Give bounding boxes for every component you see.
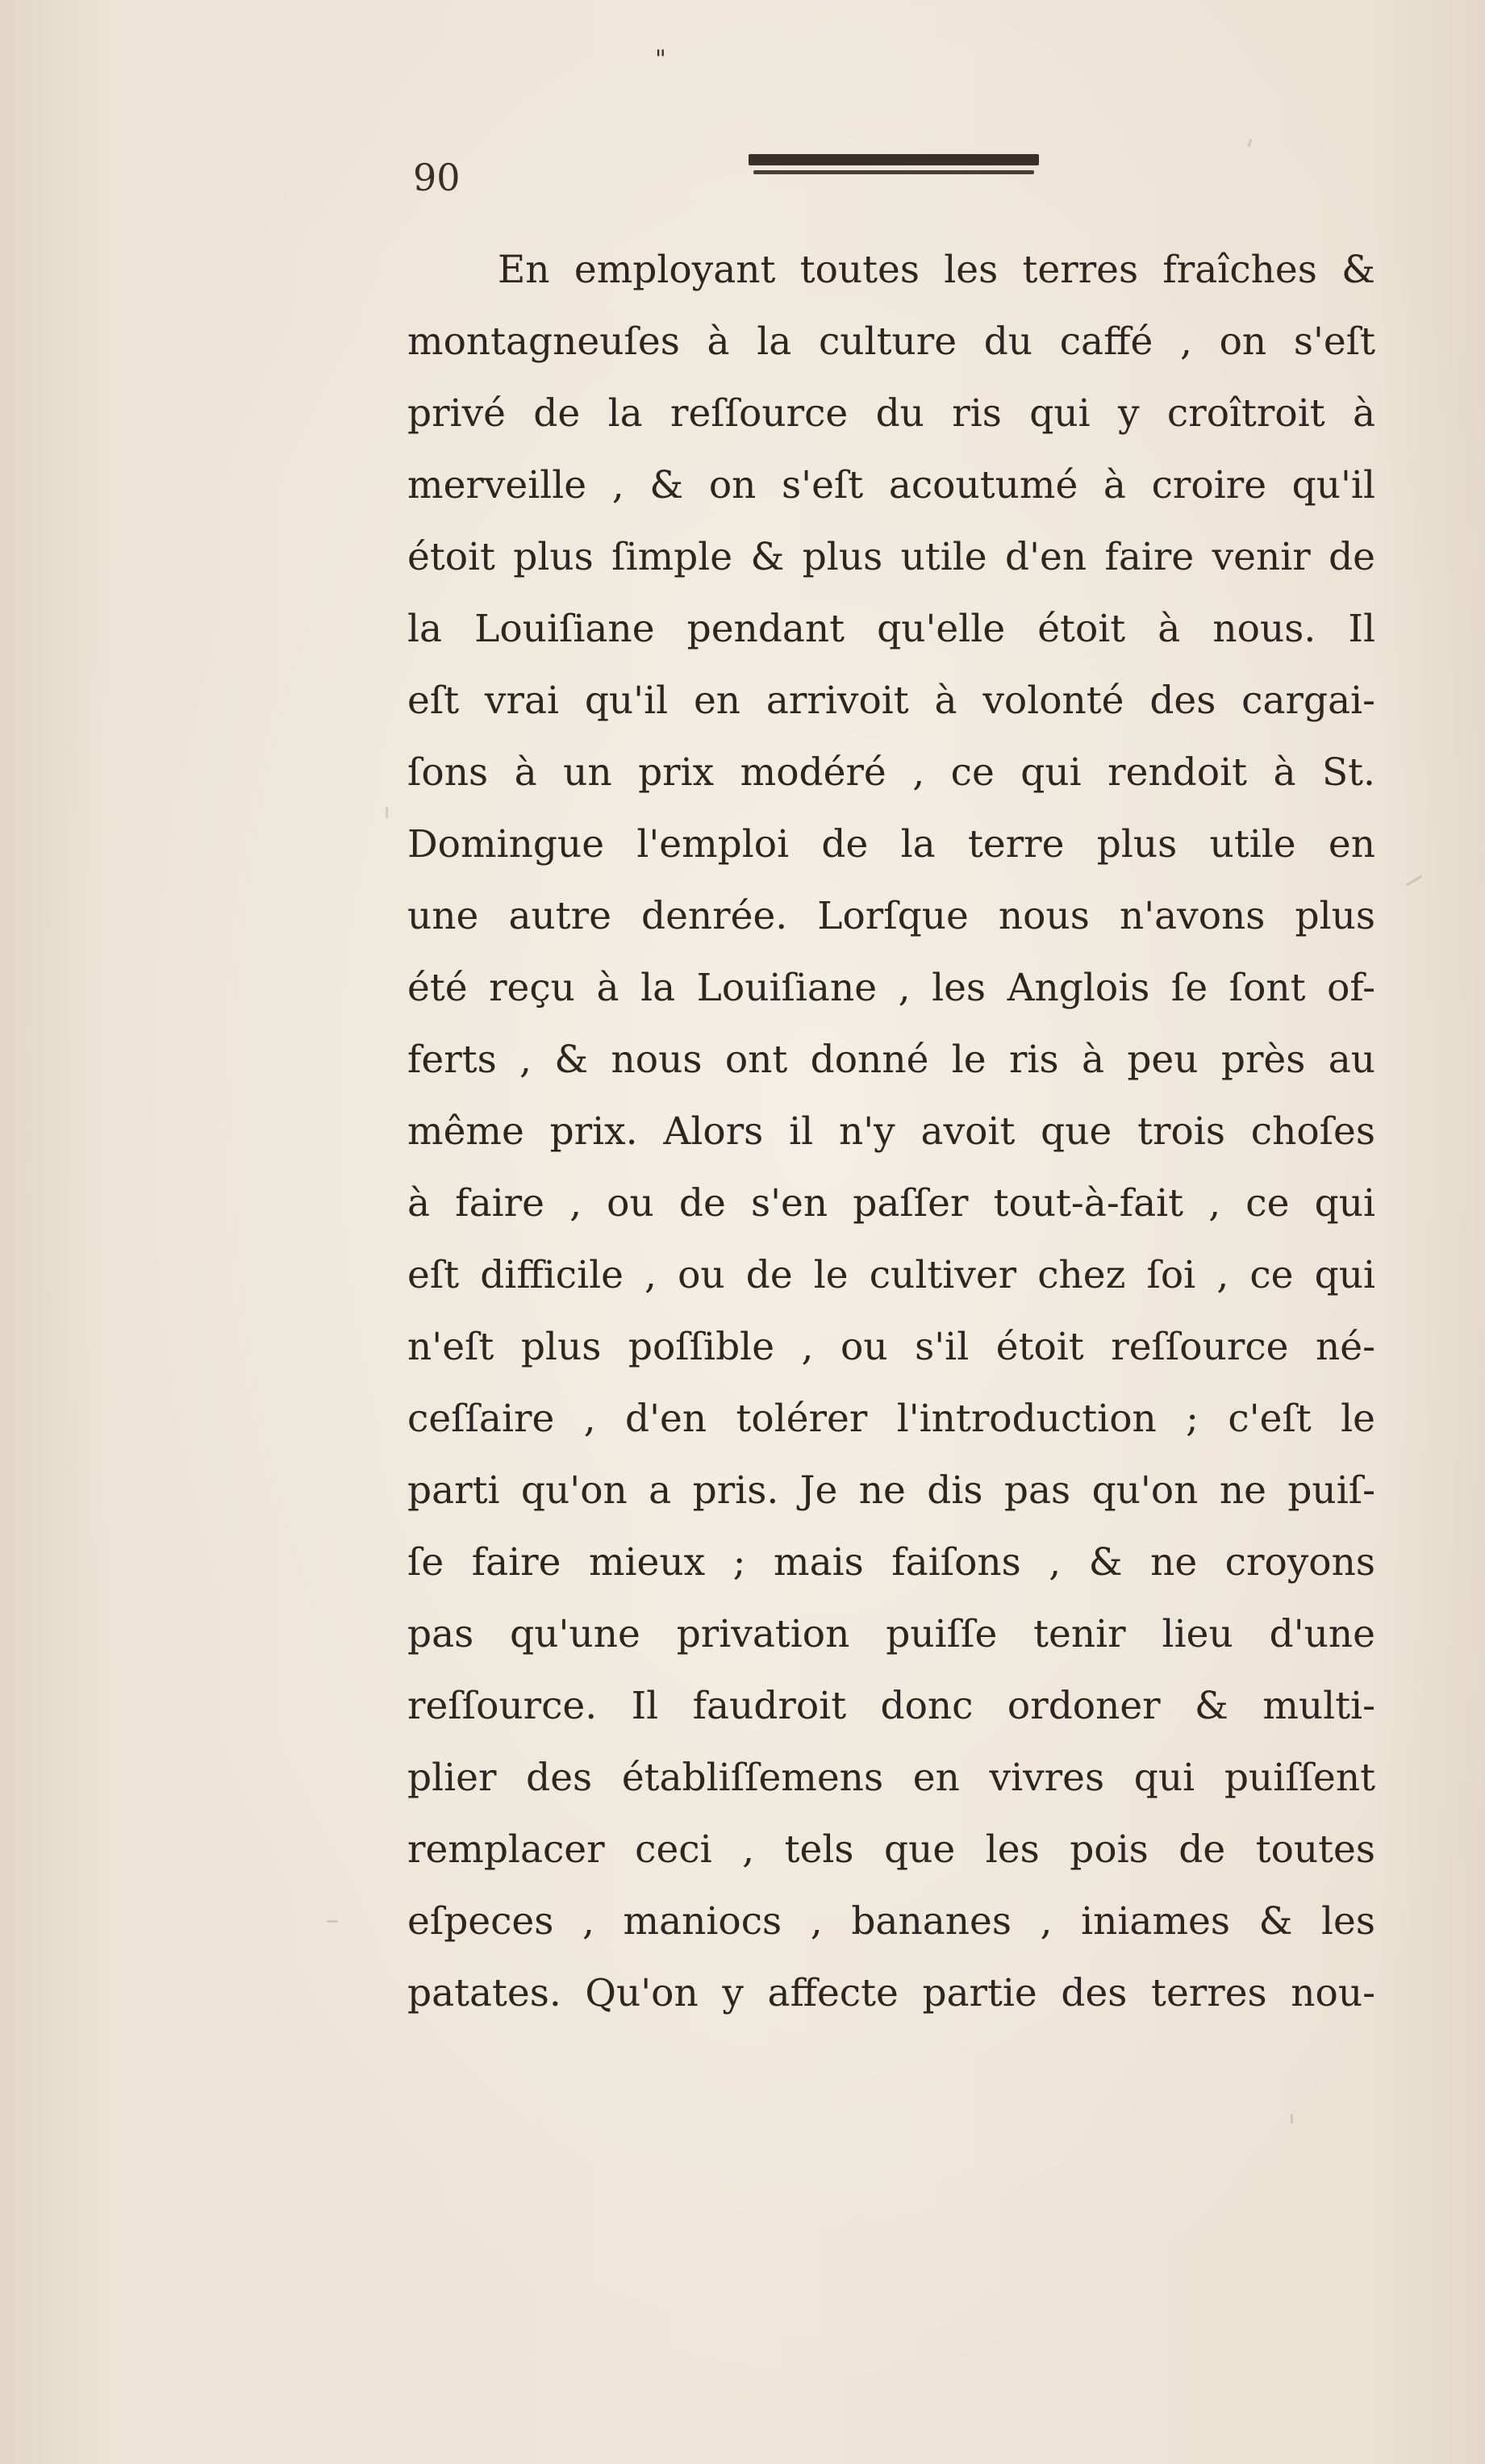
top-ink-mark: " — [655, 45, 666, 73]
text-line: ceſſaire , d'en tolérer l'introduction ; c'eſt le — [407, 1397, 1375, 1441]
header-ornament-rule — [749, 154, 1039, 178]
text-line: à faire , ou de s'en paſſer tout-à-fait , ce qui — [407, 1181, 1375, 1226]
rule-thin — [753, 170, 1034, 174]
text-line: ſe faire mieux ; mais faiſons , & ne croyons — [407, 1540, 1375, 1585]
text-line: eſpeces , maniocs , bananes , iniames & les — [407, 1899, 1375, 1944]
paper-fiber — [386, 807, 388, 818]
text-line: pas qu'une privation puiſſe tenir lieu d'une — [407, 1612, 1375, 1656]
text-line: étoit plus ſimple & plus utile d'en faire venir de — [407, 535, 1375, 579]
text-line: eſt difficile , ou de le cultiver chez ſoi , ce qui — [407, 1253, 1375, 1297]
text-line: En employant toutes les terres fraîches & — [498, 248, 1375, 292]
text-line: été reçu à la Louiſiane , les Anglois ſe ſont of- — [407, 966, 1375, 1010]
text-line: merveille , & on s'eſt acoutumé à croire qu'il — [407, 463, 1375, 507]
text-line: privé de la reſſource du ris qui y croîtroit à — [407, 391, 1375, 436]
text-line: n'eſt plus poſſible , ou s'il étoit reſſource né- — [407, 1325, 1375, 1369]
paper-fiber — [1247, 139, 1252, 147]
body-text — [407, 234, 1375, 2029]
text-line: eſt vrai qu'il en arrivoit à volonté des cargai- — [407, 679, 1375, 723]
text-line: reſſource. Il faudroit donc ordoner & multi- — [407, 1684, 1375, 1728]
text-line: ſons à un prix modéré , ce qui rendoit à St. — [407, 750, 1375, 795]
text-line: montagneuſes à la culture du caffé , on s'eſt — [407, 319, 1375, 364]
paper-fiber — [327, 1920, 338, 1923]
paper-fiber — [1406, 875, 1423, 887]
text-line: parti qu'on a pris. Je ne dis pas qu'on ne puiſ- — [407, 1468, 1375, 1513]
text-line: plier des établiſſemens en vivres qui puiſſent — [407, 1756, 1375, 1800]
page-number: 90 — [413, 156, 461, 199]
text-line: une autre denrée. Lorſque nous n'avons plus — [407, 894, 1375, 938]
text-line: même prix. Alors il n'y avoit que trois choſes — [407, 1109, 1375, 1154]
rule-thick — [749, 154, 1039, 165]
text-line: remplacer ceci , tels que les pois de toutes — [407, 1827, 1375, 1872]
text-line: la Louiſiane pendant qu'elle étoit à nous. Il — [407, 607, 1375, 651]
text-line: ferts , & nous ont donné le ris à peu près au — [407, 1038, 1375, 1082]
paper-fiber — [1291, 2114, 1293, 2124]
text-line: patates. Qu'on y affecte partie des terres nou- — [407, 1971, 1375, 2015]
text-line: Domingue l'emploi de la terre plus utile en — [407, 822, 1375, 867]
